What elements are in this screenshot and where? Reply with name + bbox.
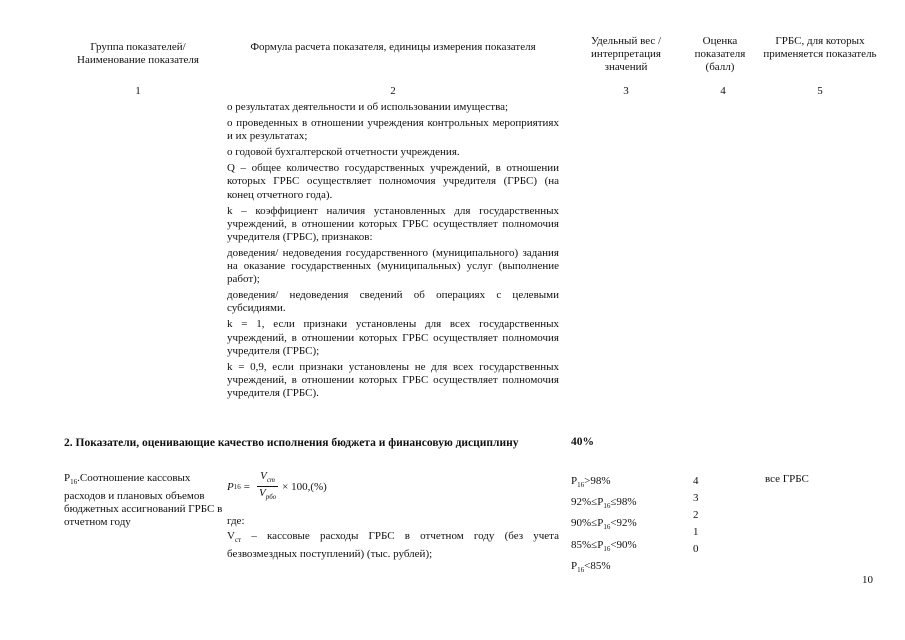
threshold-item	[571, 515, 637, 536]
paragraph: о проведенных в отношении учреждения контрольных мероприятиях и их результатах;	[227, 117, 559, 143]
threshold-post: ≤98%	[610, 496, 637, 509]
column-number-5: 5	[817, 85, 823, 97]
where-label: где:	[227, 515, 245, 527]
formula-tail: × 100,(%)	[282, 480, 327, 493]
threshold-list	[571, 473, 637, 579]
paragraph: о результатах деятельности и об использовании имущества;	[227, 101, 509, 113]
paragraph: доведения/ недоведения сведений об операциях с целевыми субсидиями.	[227, 289, 559, 315]
score-item: 1	[693, 526, 699, 538]
score-item: 4	[693, 475, 699, 487]
score-item: 0	[693, 543, 699, 555]
v-text: – кассовые расходы ГРБС в отчетном году (без учета безвозмездных поступлений) (тыс. рублей);	[227, 530, 559, 560]
threshold-item	[571, 494, 637, 515]
paragraph: Q – общее количество государственных учреждений, в отношении которых ГРБС осуществляет полномочия учредителя (ГРБС) (на конец отчетного года).	[227, 162, 559, 201]
formula-lhs-sub: 16	[233, 482, 241, 491]
threshold-sub: 16	[603, 502, 611, 511]
threshold-pre: P	[571, 475, 578, 487]
threshold-sub: 16	[603, 523, 611, 532]
threshold-sub: 16	[603, 544, 611, 553]
formula-lhs: P	[227, 480, 234, 493]
v-symbol: V	[227, 530, 235, 542]
label-subscript: 16	[70, 478, 78, 487]
denominator-symbol: V	[258, 487, 266, 500]
threshold-sub: 16	[577, 481, 585, 490]
paragraph: k = 1, если признаки установлены для всех государственных учреждений, в отношении которых ГРБС осуществляет полномочия учредителя (ГРБС);	[227, 318, 559, 357]
threshold-pre: 85%≤P	[571, 538, 604, 551]
threshold-item	[571, 558, 637, 579]
continuation-text	[227, 101, 559, 400]
numerator-symbol: V	[260, 470, 267, 482]
label-symbol: P	[64, 472, 71, 484]
denominator-sub: рбо	[265, 493, 277, 502]
column-number-1: 1	[135, 85, 141, 97]
header-col4: Оценка показателя (балл)	[694, 35, 746, 73]
threshold-post: <92%	[610, 517, 637, 530]
threshold-sub: 16	[577, 565, 585, 574]
threshold-item	[571, 537, 637, 558]
grbs-applicability: все ГРБС	[765, 473, 809, 485]
paragraph: о годовой бухгалтерской отчетности учреждения.	[227, 146, 460, 159]
paragraph: k = 0,9, если признаки установлены не для всех государственных учреждений, в отношении которых ГРБС осуществляет полномочия учредителя (ГРБС).	[227, 360, 559, 399]
section-2-weight: 40%	[571, 436, 594, 448]
indicator-16-label	[64, 472, 224, 530]
label-text: .Соотношение кассовых расходов и плановых объемов бюджетных ассигнований ГРБС в отчетном году	[64, 472, 223, 529]
numerator-sub: ст	[266, 476, 275, 485]
score-list	[693, 473, 699, 558]
threshold-item	[571, 473, 637, 494]
threshold-post: >98%	[584, 475, 611, 487]
header-col2: Формула расчета показателя, единицы измерения показателя	[250, 41, 536, 53]
section-2-title: 2. Показатели, оценивающие качество исполнения бюджета и финансовую дисциплину	[64, 437, 519, 449]
header-col1: Группа показателей/ Наименование показателя	[77, 41, 199, 66]
threshold-post: <85%	[584, 559, 611, 572]
paragraph: доведения/ недоведения государственного (муниципального) задания на оказание государственных (муниципальных) услуг (выполнение работ);	[227, 246, 559, 286]
fraction-numerator	[257, 470, 278, 487]
column-number-2: 2	[390, 85, 396, 97]
v-subscript: ст	[234, 536, 242, 545]
column-number-4: 4	[720, 85, 726, 97]
indicator-16-formula	[227, 470, 327, 503]
threshold-pre: 90%≤P	[571, 517, 604, 530]
threshold-pre: P	[571, 559, 578, 572]
score-item: 3	[693, 492, 699, 504]
formula-equals: =	[243, 480, 250, 493]
column-number-3: 3	[623, 85, 629, 97]
threshold-pre: 92%≤P	[571, 496, 604, 509]
header-col5: ГРБС, для которых применяется показатель	[763, 35, 877, 60]
threshold-post: <90%	[610, 538, 637, 551]
header-col3: Удельный вес / интерпретация значений	[590, 35, 662, 73]
formula-fraction	[256, 470, 279, 503]
paragraph: k – коэффициент наличия установленных для государственных учреждений, в отношении которых ГРБС осуществляет полномочия учредителя (ГРБС), признаков:	[227, 204, 559, 243]
page-number: 10	[862, 574, 873, 586]
v-description	[227, 530, 559, 561]
fraction-denominator	[256, 487, 279, 503]
score-item: 2	[693, 509, 699, 521]
